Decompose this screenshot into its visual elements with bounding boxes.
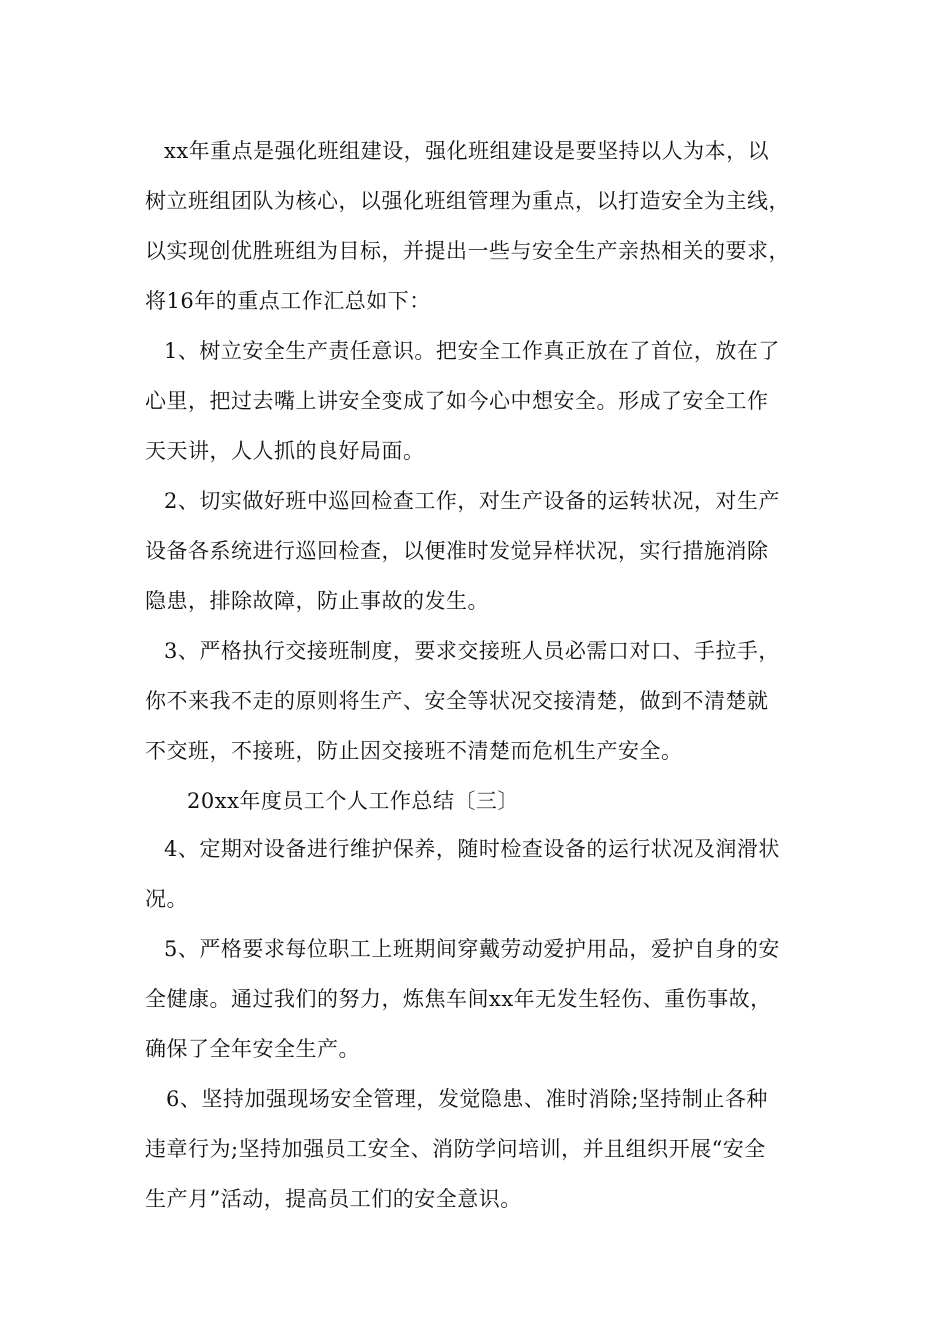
item-6-line-2: 违章行为;坚持加强员工安全、消防学问培训，并且组织开展“安全 bbox=[145, 1137, 766, 1161]
item-5-line-3: 确保了全年安全生产。 bbox=[145, 1037, 360, 1061]
item-2-line-3: 隐患，排除故障，防止事故的发生。 bbox=[145, 589, 489, 613]
item-3-line-2: 你不来我不走的原则将生产、安全等状况交接清楚，做到不清楚就 bbox=[145, 689, 769, 713]
section-heading: 20xx年度员工个人工作总结〔三〕 bbox=[187, 789, 519, 813]
item-1-line-2: 心里，把过去嘴上讲安全变成了如今心中想安全。形成了安全工作 bbox=[145, 389, 769, 413]
item-3-line-3: 不交班，不接班，防止因交接班不清楚而危机生产安全。 bbox=[145, 739, 683, 763]
item-4-line-2: 况。 bbox=[145, 887, 188, 911]
paragraph-intro-line-4: 将16年的重点工作汇总如下： bbox=[145, 289, 431, 313]
item-6-line-3: 生产月”活动，提高员工们的安全意识。 bbox=[145, 1187, 522, 1211]
item-1-line-1: 1、树立安全生产责任意识。把安全工作真正放在了首位，放在了 bbox=[164, 339, 780, 363]
paragraph-intro-line-2: 树立班组团队为核心，以强化班组管理为重点，以打造安全为主线， bbox=[145, 189, 790, 213]
item-4-line-1: 4、定期对设备进行维护保养，随时检查设备的运行状况及润滑状 bbox=[164, 837, 780, 861]
item-6-line-1: 6、坚持加强现场安全管理，发觉隐患、准时消除;坚持制止各种 bbox=[166, 1087, 768, 1111]
item-5-line-1: 5、严格要求每位职工上班期间穿戴劳动爱护用品，爱护自身的安 bbox=[164, 937, 780, 961]
item-3-line-1: 3、严格执行交接班制度，要求交接班人员必需口对口、手拉手， bbox=[164, 639, 780, 663]
paragraph-intro-line-1: xx年重点是强化班组建设，强化班组建设是要坚持以人为本，以 bbox=[164, 139, 770, 163]
paragraph-intro-line-3: 以实现创优胜班组为目标，并提出一些与安全生产亲热相关的要求， bbox=[145, 239, 790, 263]
item-2-line-1: 2、切实做好班中巡回检查工作，对生产设备的运转状况，对生产 bbox=[164, 489, 780, 513]
item-5-line-2: 全健康。通过我们的努力，炼焦车间xx年无发生轻伤、重伤事故， bbox=[145, 987, 772, 1011]
item-1-line-3: 天天讲，人人抓的良好局面。 bbox=[145, 439, 425, 463]
item-2-line-2: 设备各系统进行巡回检查，以便准时发觉异样状况，实行措施消除 bbox=[145, 539, 769, 563]
